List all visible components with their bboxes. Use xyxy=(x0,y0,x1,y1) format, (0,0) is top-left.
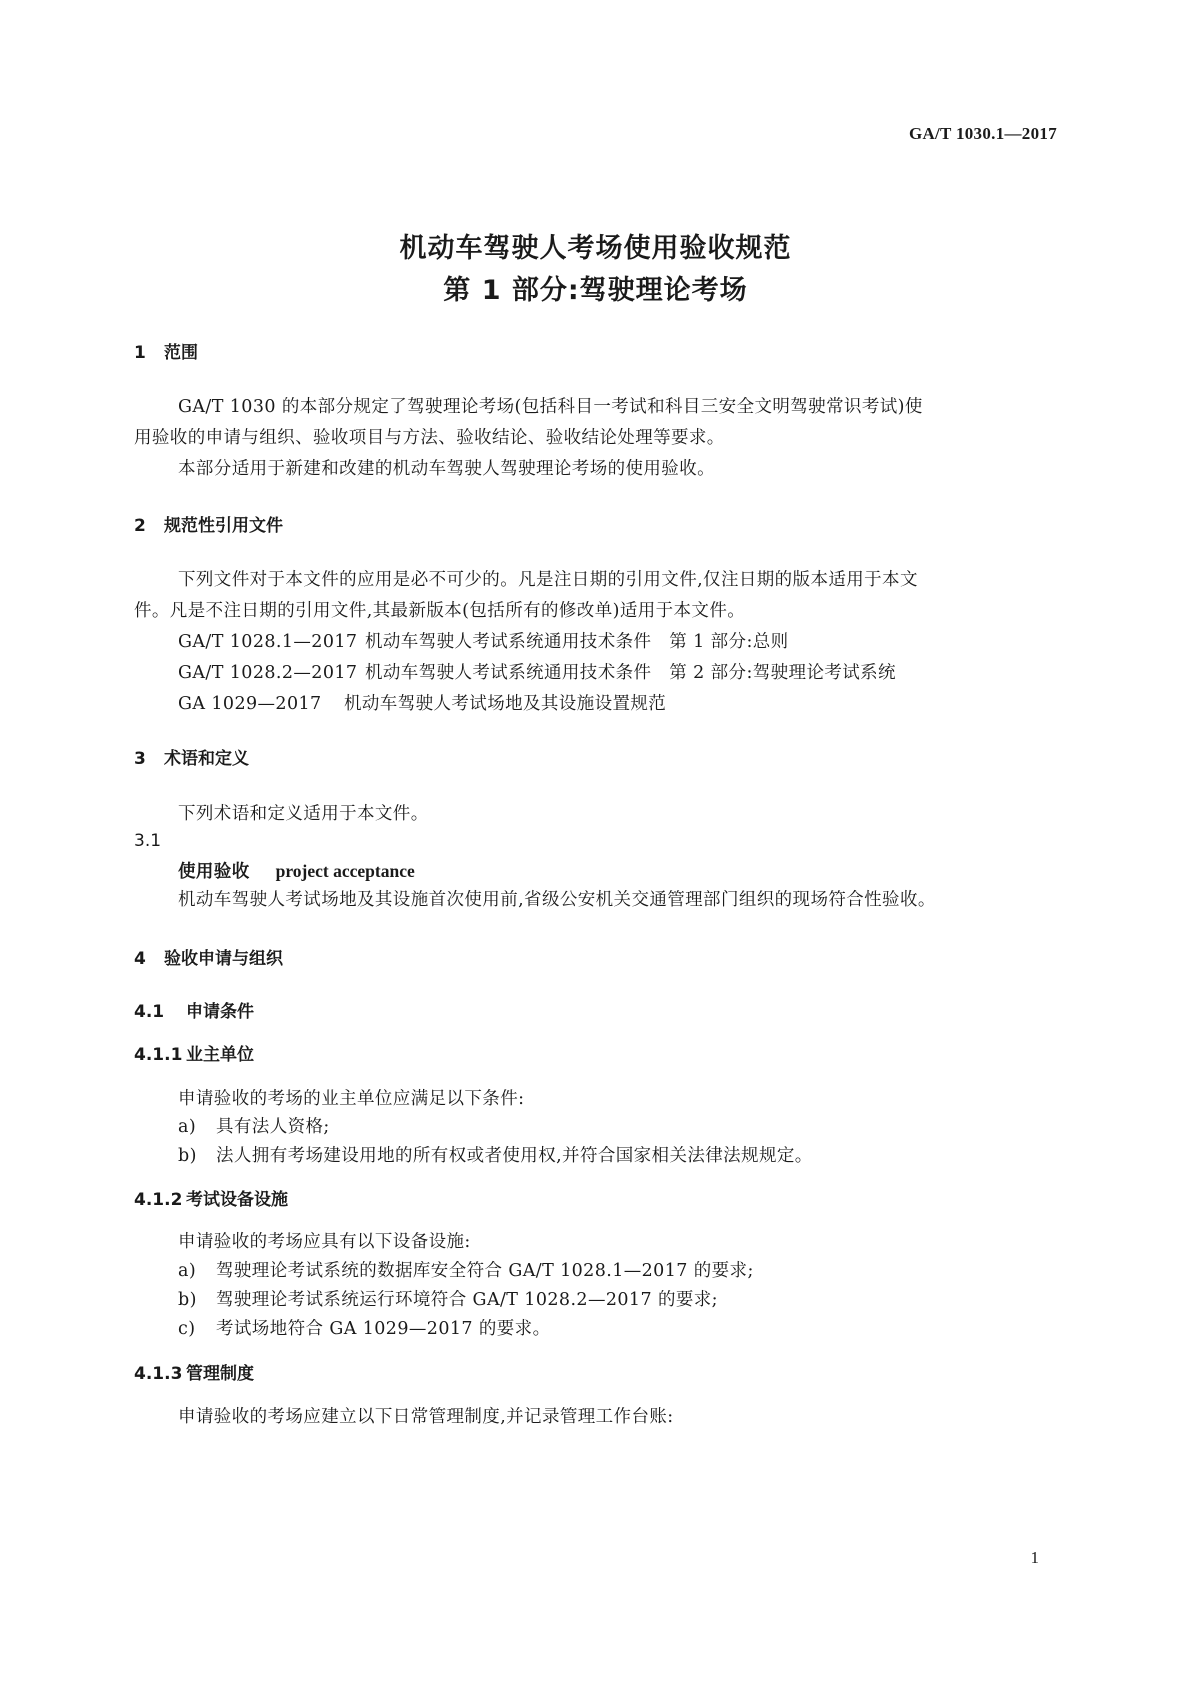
document-title: 机动车驾驶人考场使用验收规范 xyxy=(399,233,792,264)
section-2-paragraph-line-2: 件。凡是不注日期的引用文件,其最新版本(包括所有的修改单)适用于本文件。 xyxy=(134,601,746,621)
list-item: c) 考试场地符合 GA 1029—2017 的要求。 xyxy=(178,1319,551,1339)
list-item: a) 驾驶理论考试系统的数据库安全符合 GA/T 1028.1—2017 的要求; xyxy=(178,1261,754,1281)
section-1-paragraph-1-line-1: GA/T 1030 的本部分规定了驾驶理论考场(包括科目一考试和科目三安全文明驾驶常识考试)使 xyxy=(178,397,923,417)
list-item: a) 具有法人资格; xyxy=(178,1117,330,1137)
reference-item: GA/T 1028.2—2017 机动车驾驶人考试系统通用技术条件 第 2 部分:驾驶理论考试系统 xyxy=(178,663,896,683)
section-4-1-1-intro: 申请验收的考场的业主单位应满足以下条件: xyxy=(178,1089,525,1109)
section-2-heading: 2 规范性引用文件 xyxy=(134,516,283,536)
term-3-1-definition: 机动车驾驶人考试场地及其设施首次使用前,省级公安机关交通管理部门组织的现场符合性验收。 xyxy=(178,890,936,910)
section-4-1-1-heading: 4.1.1 业主单位 xyxy=(134,1045,254,1065)
section-4-1-2-heading: 4.1.2 考试设备设施 xyxy=(134,1190,288,1210)
page-number: 1 xyxy=(1030,1548,1039,1567)
term-3-1-number: 3.1 xyxy=(134,831,162,851)
list-item: b) 法人拥有考场建设用地的所有权或者使用权,并符合国家相关法律法规规定。 xyxy=(178,1146,813,1166)
section-4-1-3-heading: 4.1.3 管理制度 xyxy=(134,1364,254,1384)
document-subtitle: 第 1 部分:驾驶理论考场 xyxy=(443,275,748,306)
section-1-heading: 1 范围 xyxy=(134,343,198,363)
list-item: b) 驾驶理论考试系统运行环境符合 GA/T 1028.2—2017 的要求; xyxy=(178,1290,718,1310)
section-4-1-3-intro: 申请验收的考场应建立以下日常管理制度,并记录管理工作台账: xyxy=(178,1407,674,1427)
section-4-1-heading: 4.1 申请条件 xyxy=(134,1002,254,1022)
section-1-paragraph-1-line-2: 用验收的申请与组织、验收项目与方法、验收结论、验收结论处理等要求。 xyxy=(134,428,725,448)
section-2-paragraph-line-1: 下列文件对于本文件的应用是必不可少的。凡是注日期的引用文件,仅注日期的版本适用于本文 xyxy=(178,570,918,590)
section-4-1-2-intro: 申请验收的考场应具有以下设备设施: xyxy=(178,1232,471,1252)
standard-code: GA/T 1030.1—2017 xyxy=(908,124,1057,143)
section-3-heading: 3 术语和定义 xyxy=(134,749,249,769)
section-3-paragraph: 下列术语和定义适用于本文件。 xyxy=(178,804,429,824)
section-1-paragraph-2: 本部分适用于新建和改建的机动车驾驶人驾驶理论考场的使用验收。 xyxy=(178,459,715,479)
term-3-1-heading: 使用验收 project acceptance xyxy=(178,861,415,882)
reference-item: GA/T 1028.1—2017 机动车驾驶人考试系统通用技术条件 第 1 部分:总则 xyxy=(178,632,789,652)
section-4-heading: 4 验收申请与组织 xyxy=(134,949,283,969)
reference-item: GA 1029—2017 机动车驾驶人考试场地及其设施设置规范 xyxy=(178,694,667,714)
